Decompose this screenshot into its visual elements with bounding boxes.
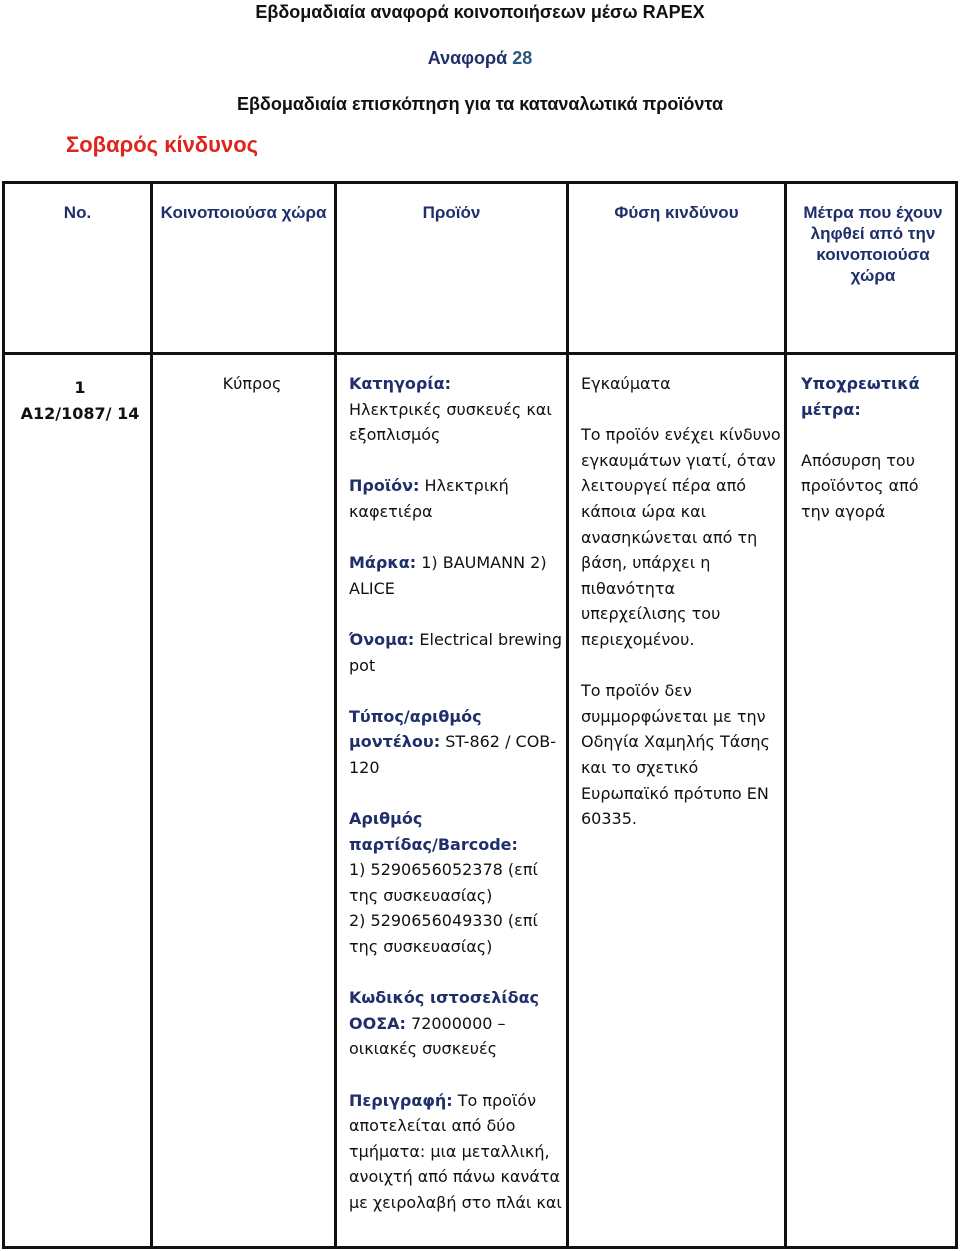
oecd-value: 72000000 – οικιακές συσκευές: [349, 1013, 506, 1059]
category-value: Ηλεκτρικές συσκευές και εξοπλισμός: [349, 399, 552, 445]
report-number-line: [0, 48, 960, 69]
col-header-country: Κοινοποιούσα χώρα: [160, 203, 327, 222]
report-subtitle: Εβδομαδιαία επισκόπηση για τα καταναλωτικά προϊόντα: [236, 94, 724, 114]
report-title: Εβδομαδιαία αναφορά κοινοποιήσεων μέσω RAPEX: [255, 2, 705, 22]
row-reference: A12/1087/ 14: [20, 403, 140, 423]
product-label: Προϊόν:: [349, 476, 420, 496]
measures-value: Απόσυρση του προϊόντος από την αγορά: [801, 450, 919, 521]
model-label: Τύπος/αριθμός μοντέλου:: [349, 706, 482, 752]
col-header-product: Προϊόν: [422, 203, 481, 222]
brand-value: 1) BAUMANN 2) ALICE: [349, 553, 547, 598]
oecd-label: Κωδικός ιστοσελίδας ΟΟΣΑ:: [349, 988, 540, 1033]
cell-risk: [581, 371, 783, 832]
risk-type: Εγκαύματα: [581, 374, 671, 393]
model-value: ST-862 / COB-120: [349, 732, 557, 777]
product-field: [349, 473, 567, 524]
report-label: Αναφορά: [427, 48, 508, 68]
notification-table: [2, 181, 958, 1249]
name-label: Όνομα:: [349, 629, 415, 649]
brand-field: [349, 550, 567, 601]
header-divider: [5, 352, 955, 355]
col-header-risk: Φύση κινδύνου: [614, 203, 739, 222]
category-field: [349, 371, 567, 448]
name-value: Electrical brewing pot: [349, 629, 563, 675]
risk-description: Το προϊόν ενέχει κίνδυνο εγκαυμάτων γιατί, όταν λειτουργεί πέρα από κάποια ώρα και ανασηκώνεται από τη βάση, υπάρχει η πιθανότητα υπερχείλισης του περιεχομένου.: [581, 425, 781, 649]
column-divider: [784, 184, 787, 1246]
row-index: 1: [74, 378, 86, 397]
risk-level-heading: Σοβαρός κίνδυνος: [66, 132, 259, 157]
col-header-measures: Μέτρα που έχουν ληφθεί από την κοινοποιούσα χώρα: [803, 203, 943, 285]
report-number: 28: [512, 48, 533, 68]
batch-field: [349, 806, 567, 960]
risk-compliance: Το προϊόν δεν συμμορφώνεται με την Οδηγία Χαμηλής Τάσης και το σχετικό Ευρωπαϊκό πρότυπο EN 60335.: [581, 681, 770, 829]
model-field: [349, 704, 567, 781]
cell-country: Κύπρος: [222, 374, 282, 393]
product-value: Ηλεκτρική καφετιέρα: [349, 476, 509, 521]
col-header-no: No.: [63, 203, 92, 222]
cell-measures: [801, 371, 951, 525]
description-label: Περιγραφή:: [349, 1090, 453, 1110]
column-divider: [334, 184, 337, 1246]
description-field: [349, 1088, 567, 1216]
cell-no: [9, 375, 151, 426]
brand-label: Μάρκα:: [349, 553, 417, 573]
batch-value-2: 2) 5290656049330 (επί της συσκευασίας): [349, 911, 538, 957]
batch-value-1: 1) 5290656052378 (επί της συσκευασίας): [349, 860, 538, 905]
batch-label: Αριθμός παρτίδας/Barcode:: [349, 809, 518, 854]
cell-product: [349, 371, 567, 1216]
measures-label: Υποχρεωτικά μέτρα:: [801, 374, 920, 419]
category-label: Κατηγορία:: [349, 374, 451, 393]
oecd-field: [349, 985, 567, 1062]
description-value: Το προϊόν αποτελείται από δύο τμήματα: μια μεταλλική, ανοιχτή από πάνω κανάτα με χειρολαβή στο πλάι και: [349, 1090, 562, 1212]
name-field: [349, 627, 567, 678]
column-divider: [150, 184, 153, 1246]
